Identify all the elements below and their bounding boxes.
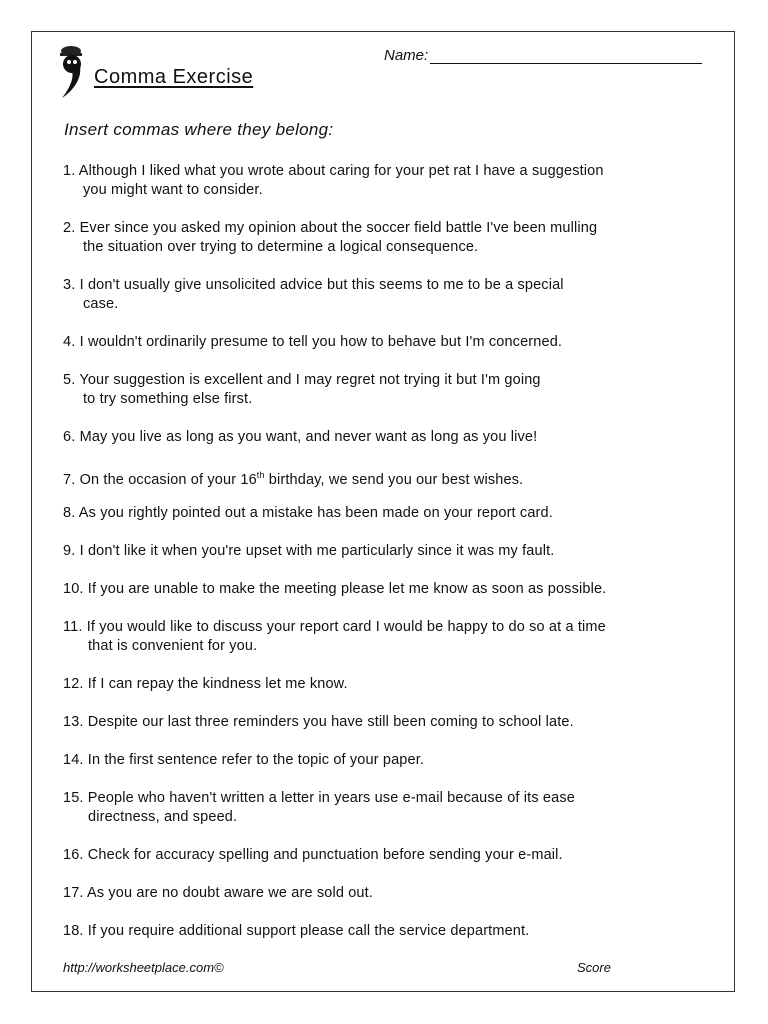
page-title: Comma Exercise — [94, 66, 254, 88]
list-item: 12. If I can repay the kindness let me know. — [63, 676, 348, 692]
list-item: 9. I don't like it when you're upset with me particularly since it was my fault. — [63, 543, 555, 559]
footer-url: http://worksheetplace.com© — [63, 960, 224, 975]
list-item: 3. I don't usually give unsolicited advice but this seems to me to be a special case. — [63, 277, 564, 312]
list-item: 10. If you are unable to make the meeting please let me know as soon as possible. — [63, 581, 607, 597]
list-item: 4. I wouldn't ordinarily presume to tell you how to behave but I'm concerned. — [63, 334, 563, 350]
list-item: 1. Although I liked what you wrote about caring for your pet rat I have a suggestion you might want to consider. — [63, 163, 604, 198]
list-item: 15. People who haven't written a letter in years use e-mail because of its ease directness, and speed. — [63, 790, 575, 825]
list-item: 18. If you require additional support please call the service department. — [63, 923, 530, 939]
list-item: 11. If you would like to discuss your report card I would be happy to do so at a time that is convenient for you. — [63, 619, 606, 654]
list-item: 5. Your suggestion is excellent and I may regret not trying it but I'm going to try something else first. — [63, 372, 541, 407]
list-item: 14. In the first sentence refer to the topic of your paper. — [63, 752, 425, 768]
score-label: Score — [577, 960, 611, 975]
list-item: 8. As you rightly pointed out a mistake has been made on your report card. — [63, 505, 553, 521]
name-label: Name: — [384, 47, 429, 64]
list-item: 6. May you live as long as you want, and never want as long as you live! — [63, 429, 538, 445]
name-field — [384, 47, 702, 64]
list-item: 17. As you are no doubt aware we are sold out. — [63, 885, 373, 901]
list-item: 13. Despite our last three reminders you have still been coming to school late. — [63, 714, 574, 730]
list-item: 16. Check for accuracy spelling and punctuation before sending your e-mail. — [63, 847, 563, 863]
instructions: Insert commas where they belong: — [64, 120, 334, 139]
comma-mascot-icon — [56, 44, 88, 100]
name-blank-line[interactable] — [430, 49, 702, 64]
list-item: 7. On the occasion of your 16th birthday, we send you our best wishes. — [63, 470, 524, 488]
list-item: 2. Ever since you asked my opinion about the soccer field battle I've been mulling the situation over trying to determine a logical consequence. — [63, 220, 598, 255]
